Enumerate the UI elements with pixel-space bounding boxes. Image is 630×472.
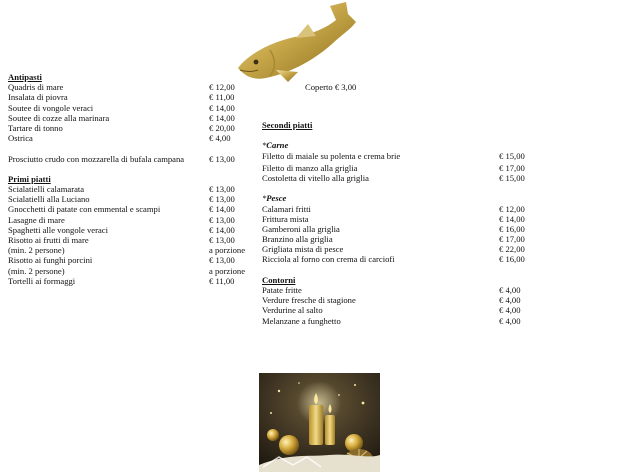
item-name: (min. 2 persone) <box>8 245 65 256</box>
menu-item <box>262 316 532 326</box>
item-name: Lasagne di mare <box>8 214 65 225</box>
item-name: Calamari fritti <box>262 203 311 214</box>
item-price: € 11,00 <box>209 92 235 103</box>
item-price: € 15,00 <box>499 150 525 161</box>
item-name: Spaghetti alle vongole veraci <box>8 224 108 235</box>
item-price: € 16,00 <box>499 254 525 265</box>
item-price: € 13,00 <box>209 194 235 205</box>
item-price: € 4,00 <box>499 285 521 295</box>
menu-item <box>262 204 532 214</box>
item-name: Costoletta di vitello alla griglia <box>262 172 369 183</box>
left-column <box>8 72 248 286</box>
item-name: Risotto ai frutti di mare <box>8 235 89 245</box>
item-price: € 14,00 <box>209 112 235 123</box>
item-name: (min. 2 persone) <box>8 265 65 276</box>
item-name: Ostrica <box>8 133 33 144</box>
fish-logo <box>236 0 358 84</box>
item-price: a porzione <box>209 245 246 256</box>
menu-item <box>8 133 248 143</box>
item-name: Verdure fresche di stagione <box>262 295 356 306</box>
item-price: € 4,00 <box>499 305 521 316</box>
item-price: € 15,00 <box>499 172 525 183</box>
antipasti-heading: Antipasti <box>8 72 42 82</box>
item-name: Branzino alla griglia <box>262 234 333 245</box>
contorni-heading: Contorni <box>262 274 296 285</box>
item-name: Melanzane a funghetto <box>262 315 341 326</box>
item-name: Filetto di maiale su polenta e crema brie <box>262 150 401 161</box>
item-price: € 22,00 <box>499 244 525 255</box>
item-name: Tartare di tonno <box>8 122 63 133</box>
pesce-label: Pesce <box>266 193 287 204</box>
menu-item <box>8 194 248 204</box>
menu-item <box>8 225 248 235</box>
menu-item <box>8 184 248 194</box>
item-name: Scialatielli calamarata <box>8 184 85 195</box>
item-price: € 12,00 <box>499 203 525 214</box>
item-name: Soutee di vongole veraci <box>8 102 94 113</box>
menu-item <box>8 245 248 255</box>
item-price: € 13,00 <box>209 184 235 195</box>
menu-item <box>262 151 532 161</box>
item-price: € 14,00 <box>209 204 235 215</box>
carne-subheading <box>262 140 532 150</box>
item-name: Gamberoni alla griglia <box>262 223 340 234</box>
item-name: Frittura mista <box>262 213 309 224</box>
item-price: € 17,00 <box>499 234 525 245</box>
menu-item <box>8 204 248 214</box>
item-price: € 13,00 <box>209 153 235 164</box>
secondi-heading: Secondi piatti <box>262 120 313 130</box>
menu-item <box>262 285 532 295</box>
item-price: € 13,00 <box>209 214 235 225</box>
item-price: € 13,00 <box>209 235 235 245</box>
item-name: Gnocchetti di patate con emmental e scampi <box>8 204 161 215</box>
item-name: Insalata di piovra <box>8 92 68 103</box>
item-name: Grigliata mista di pesce <box>262 244 344 255</box>
item-name: Scialatielli alla Luciano <box>8 194 90 205</box>
menu-item <box>8 103 248 113</box>
item-price: € 11,00 <box>209 275 235 286</box>
menu-item <box>8 92 248 102</box>
primi-heading: Primi piatti <box>8 173 51 184</box>
item-price: € 4,00 <box>209 133 231 144</box>
right-column <box>262 120 532 326</box>
item-name: Patate fritte <box>262 285 302 295</box>
item-price: € 14,00 <box>209 224 235 235</box>
asterisk: * <box>262 140 267 151</box>
menu-item <box>8 255 248 265</box>
item-name: Tortelli ai formaggi <box>8 275 76 286</box>
item-name: Quadris di mare <box>8 82 64 93</box>
item-price: € 4,00 <box>499 315 521 326</box>
carne-label: Carne <box>266 140 289 151</box>
item-price: a porzione <box>209 265 246 276</box>
menu-item <box>262 295 532 305</box>
item-name: Ricciola al forno con crema di carciofi <box>262 254 395 265</box>
menu-item <box>262 234 532 244</box>
item-price: € 14,00 <box>209 102 235 113</box>
menu-item <box>262 173 532 183</box>
menu-item <box>262 163 532 173</box>
menu-item <box>8 154 248 164</box>
cover-charge: Coperto € 3,00 <box>305 82 357 92</box>
menu-item <box>262 214 532 224</box>
menu-item <box>262 305 532 315</box>
menu-item <box>8 215 248 225</box>
item-price: € 4,00 <box>499 295 521 306</box>
asterisk: * <box>262 193 267 204</box>
menu-item <box>8 276 248 286</box>
item-price: € 16,00 <box>499 223 525 234</box>
christmas-candles-image <box>259 373 380 472</box>
item-name: Filetto di manzo alla griglia <box>262 162 358 173</box>
menu-item <box>8 113 248 123</box>
item-name: Soutee di cozze alla marinara <box>8 112 110 123</box>
menu-item <box>8 266 248 276</box>
item-price: € 20,00 <box>209 122 235 133</box>
item-name: Risotto ai funghi porcini <box>8 255 93 266</box>
pesce-subheading <box>262 193 532 203</box>
menu-item <box>262 244 532 254</box>
menu-item <box>8 235 248 245</box>
menu-item <box>262 254 532 264</box>
item-price: € 13,00 <box>209 255 235 266</box>
menu-item <box>8 82 248 92</box>
menu-item <box>8 123 248 133</box>
item-price: € 12,00 <box>209 82 235 93</box>
menu-item <box>262 224 532 234</box>
item-name: Verdurine al salto <box>262 305 323 316</box>
item-name: Prosciutto crudo con mozzarella di bufala campana <box>8 153 185 164</box>
item-price: € 17,00 <box>499 162 525 173</box>
item-price: € 14,00 <box>499 213 525 224</box>
